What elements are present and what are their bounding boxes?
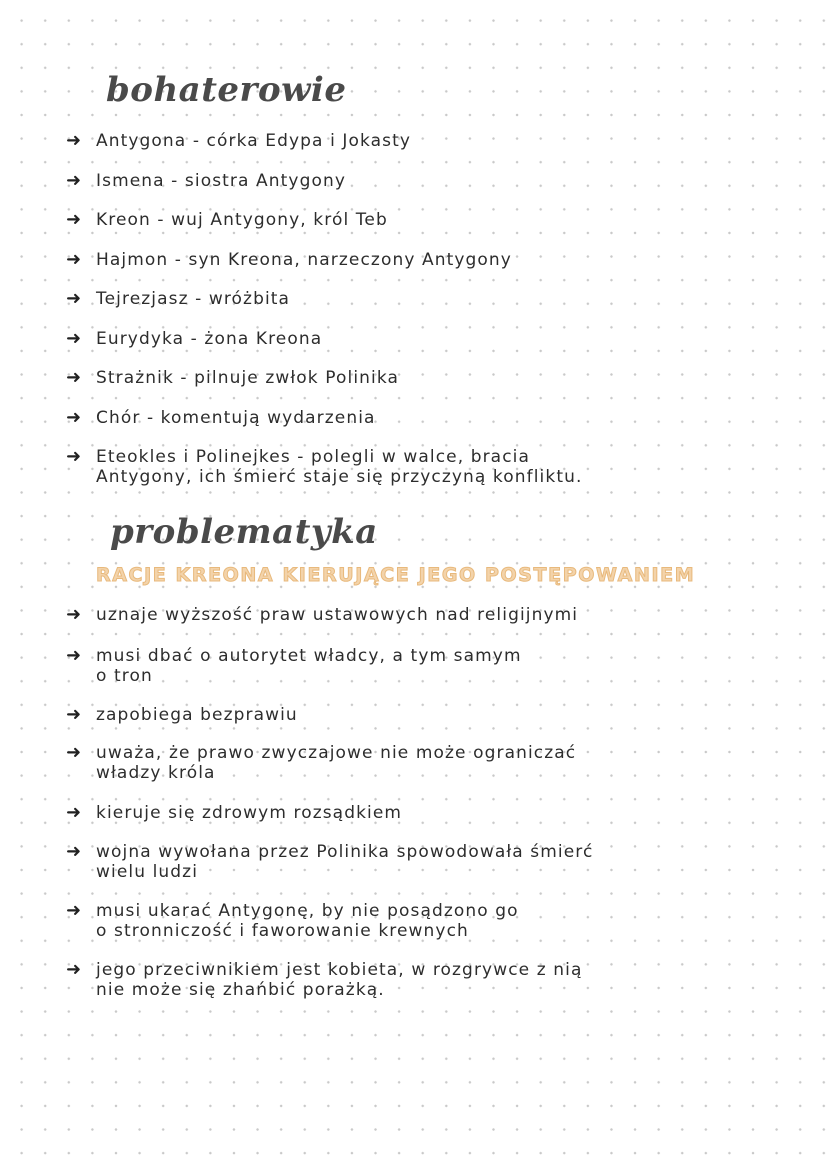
list-item bbox=[66, 803, 756, 823]
list-item bbox=[66, 705, 756, 725]
arrow-right-icon: ➜ bbox=[66, 604, 82, 625]
item-text: musi dbać o autorytet władcy, a tym samym o tron bbox=[96, 646, 522, 686]
item-text: wojna wywołana przez Polinika spowodowała śmierć wielu ludzi bbox=[96, 842, 594, 882]
item-text: uważa, że prawo zwyczajowe nie może ograniczać władzy króla bbox=[96, 743, 577, 783]
list-item bbox=[66, 368, 756, 388]
arrow-right-icon: ➜ bbox=[66, 802, 82, 823]
arrow-right-icon: ➜ bbox=[66, 446, 82, 467]
item-text: Eteokles i Polinejkes - polegli w walce, bracia Antygony, ich śmierć staje się przyczyną konfliktu. bbox=[96, 447, 583, 487]
list-item bbox=[66, 901, 756, 941]
arrow-right-icon: ➜ bbox=[66, 209, 82, 230]
arrow-right-icon: ➜ bbox=[66, 959, 82, 980]
item-text: uznaje wyższość praw ustawowych nad religijnymi bbox=[96, 605, 579, 625]
arrow-right-icon: ➜ bbox=[66, 742, 82, 763]
arrow-right-icon: ➜ bbox=[66, 130, 82, 151]
list-item bbox=[66, 842, 756, 882]
arrow-right-icon: ➜ bbox=[66, 900, 82, 921]
list-item bbox=[66, 250, 756, 270]
list-item bbox=[66, 171, 756, 191]
item-text: Chór - komentują wydarzenia bbox=[96, 408, 376, 428]
list-item bbox=[66, 210, 756, 230]
list-item bbox=[66, 447, 756, 487]
arrow-right-icon: ➜ bbox=[66, 249, 82, 270]
list-item bbox=[66, 408, 756, 428]
item-text: musi ukarać Antygonę, by nie posądzono go o stronniczość i faworowanie krewnych bbox=[96, 901, 519, 941]
arrow-right-icon: ➜ bbox=[66, 704, 82, 725]
arrow-right-icon: ➜ bbox=[66, 645, 82, 666]
list-item bbox=[66, 960, 756, 1000]
arrow-right-icon: ➜ bbox=[66, 170, 82, 191]
list-item bbox=[66, 743, 756, 783]
item-text: Ismena - siostra Antygony bbox=[96, 171, 346, 191]
item-text: Kreon - wuj Antygony, król Teb bbox=[96, 210, 388, 230]
item-text: Hajmon - syn Kreona, narzeczony Antygony bbox=[96, 250, 512, 270]
list-item bbox=[66, 289, 756, 309]
item-text: Strażnik - pilnuje zwłok Polinika bbox=[96, 368, 400, 388]
list-item bbox=[66, 131, 756, 151]
arrow-right-icon: ➜ bbox=[66, 367, 82, 388]
issues-heading: problematyka bbox=[110, 512, 378, 552]
item-text: Tejrezjasz - wróżbita bbox=[96, 289, 291, 309]
item-text: Antygona - córka Edypa i Jokasty bbox=[96, 131, 412, 151]
list-item bbox=[66, 646, 756, 686]
arrow-right-icon: ➜ bbox=[66, 328, 82, 349]
item-text: kieruje się zdrowym rozsądkiem bbox=[96, 803, 403, 823]
item-text: Eurydyka - żona Kreona bbox=[96, 329, 323, 349]
issues-subheading: RACJE KREONA KIERUJĄCE JEGO POSTĘPOWANIEM bbox=[96, 564, 696, 586]
item-text: zapobiega bezprawiu bbox=[96, 705, 298, 725]
arrow-right-icon: ➜ bbox=[66, 407, 82, 428]
arrow-right-icon: ➜ bbox=[66, 841, 82, 862]
characters-heading: bohaterowie bbox=[106, 70, 347, 110]
arrow-right-icon: ➜ bbox=[66, 288, 82, 309]
list-item bbox=[66, 329, 756, 349]
list-item bbox=[66, 605, 756, 625]
item-text: jego przeciwnikiem jest kobieta, w rozgrywce z nią nie może się zhańbić porażką. bbox=[96, 960, 583, 1000]
